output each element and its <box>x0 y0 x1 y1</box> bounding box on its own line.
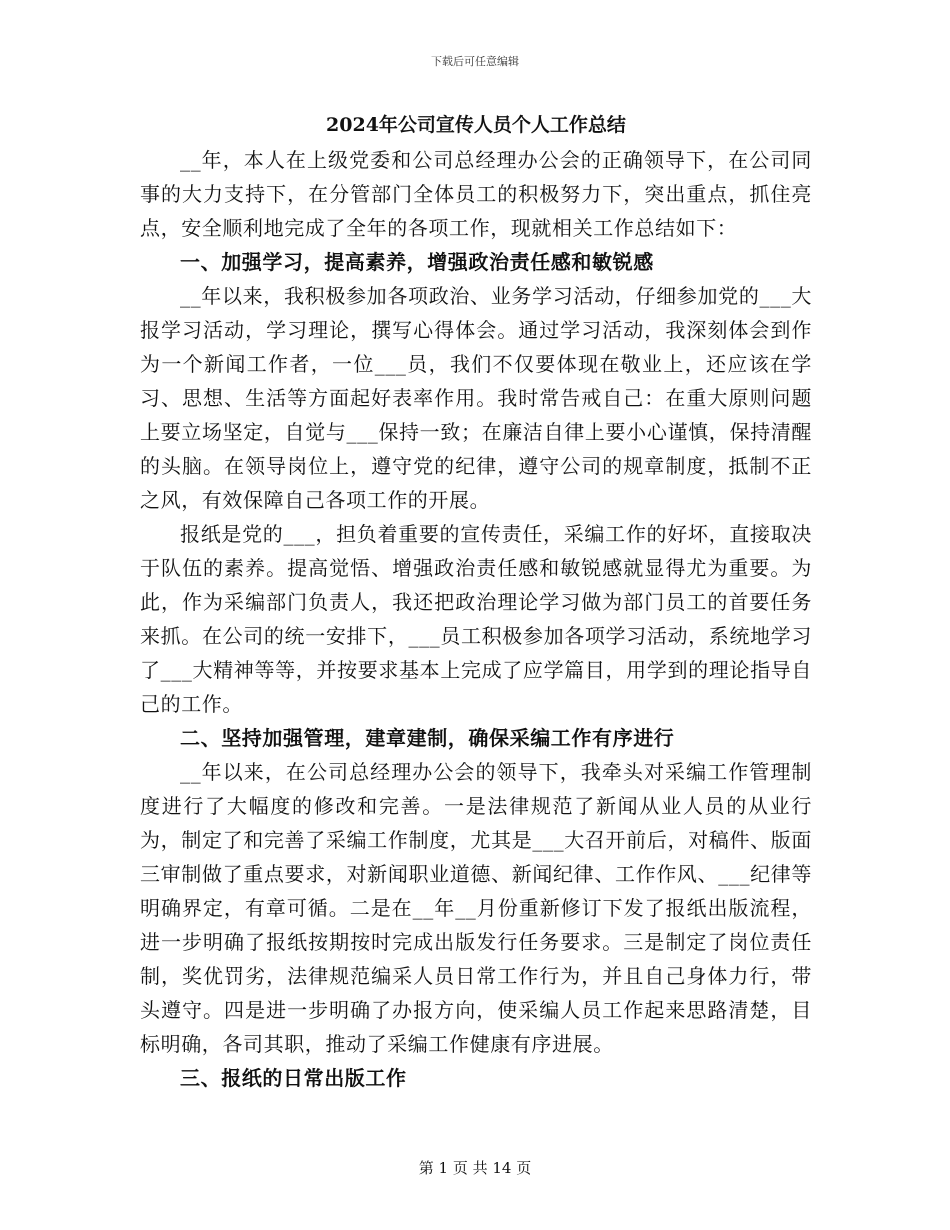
section-1-paragraph-1: __年以来，我积极参加各项政治、业务学习活动，仔细参加党的___大报学习活动，学习理论，撰写心得体会。通过学习活动，我深刻体会到作为一个新闻工作者，一位___员，我们不仅要体现在敬业上，还应该在学习、思想、生活等方面起好表率作用。我时常告戒自己：在重大原则问题上要立场坚定，自觉与___保持一致；在廉洁自律上要小心谨慎，保持清醒的头脑。在领导岗位上，遵守党的纪律，遵守公司的规章制度，抵制不正之风，有效保障自己各项工作的开展。 <box>140 284 812 512</box>
document-body <box>140 112 812 1103</box>
section-2-heading: 二、坚持加强管理，建章建制，确保采编工作有序进行 <box>180 726 675 750</box>
page-header: 下载后可任意编辑 <box>431 55 519 68</box>
section-3-heading: 三、报纸的日常出版工作 <box>180 1066 407 1090</box>
section-2-paragraph-1: __年以来，在公司总经理办公会的领导下，我牵头对采编工作管理制度进行了大幅度的修改和完善。一是法律规范了新闻从业人员的从业行为，制定了和完善了采编工作制度，尤其是___大召开前后，对稿件、版面三审制做了重点要求，对新闻职业道德、新闻纪律、工作作风、___纪律等明确界定，有章可循。二是在__年__月份重新修订下发了报纸出版流程，进一步明确了报纸按期按时完成出版发行任务要求。三是制定了岗位责任制，奖优罚劣，法律规范编采人员日常工作行为，并且自己身体力行，带头遵守。四是进一步明确了办报方向，使采编人员工作起来思路清楚，目标明确，各司其职，推动了采编工作健康有序进展。 <box>140 760 812 1056</box>
page-footer: 第 1 页 共 14 页 <box>418 1159 532 1177</box>
document-title: 2024年公司宣传人员个人工作总结 <box>326 114 626 136</box>
section-1-heading: 一、加强学习，提高素养，增强政治责任感和敏锐感 <box>180 250 654 274</box>
section-1-paragraph-2: 报纸是党的___，担负着重要的宣传责任，采编工作的好坏，直接取决于队伍的素养。提高觉悟、增强政治责任感和敏锐感就显得尤为重要。为此，作为采编部门负责人，我还把政治理论学习做为部门员工的首要任务来抓。在公司的统一安排下，___员工积极参加各项学习活动，系统地学习了___大精神等等，并按要求基本上完成了应学篇目，用学到的理论指导自己的工作。 <box>140 522 812 716</box>
intro-paragraph: __年，本人在上级党委和公司总经理办公会的正确领导下，在公司同事的大力支持下，在分管部门全体员工的积极努力下，突出重点，抓住亮点，安全顺利地完成了全年的各项工作，现就相关工作总结如下： <box>140 148 812 240</box>
